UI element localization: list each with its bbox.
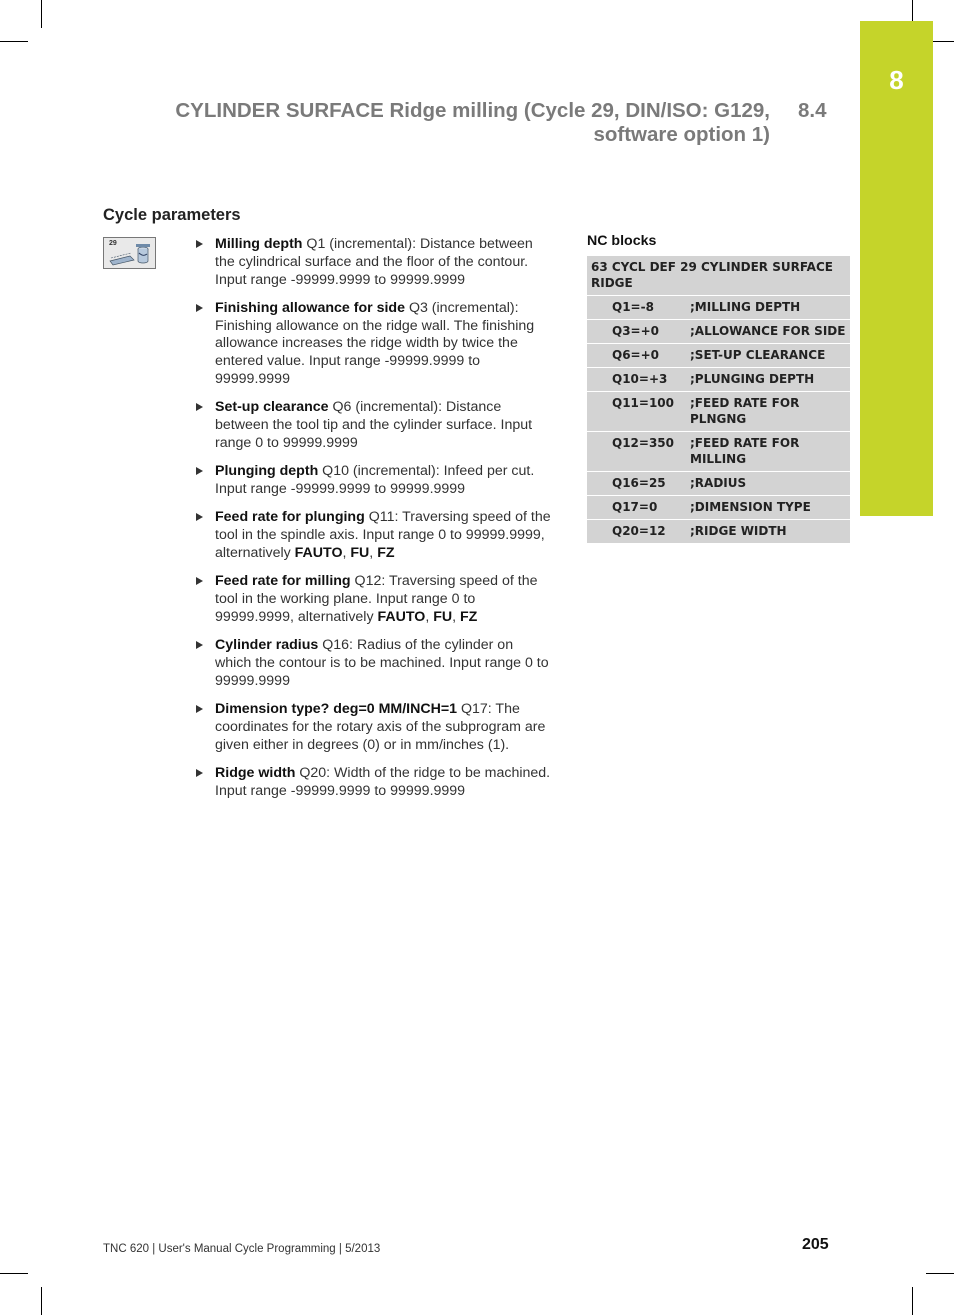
param-description: Q3 (incremental): Finishing allowance on the ridge wall. The finishing allowance increases the ridge width by twice the entered value. Input range -99999.9999 to 99999.9999 (215, 299, 535, 388)
nc-comment: ;RIDGE WIDTH (686, 520, 850, 544)
table-row (587, 344, 850, 368)
param-description: Q6 (incremental): Distance between the tool tip and the cylinder surface. Input range 0 to 99999.9999 (215, 399, 533, 451)
param-option: FU (350, 544, 370, 561)
nc-comment: ;RADIUS (686, 472, 850, 496)
nc-code: Q16=25 (587, 472, 686, 496)
nc-comment: ;SET-UP CLEARANCE (686, 344, 850, 368)
nc-code: Q6=+0 (587, 344, 686, 368)
nc-code: Q17=0 (587, 496, 686, 520)
crop-mark (0, 41, 28, 42)
param-feed-rate-plunging (196, 509, 552, 562)
section-heading: Cycle parameters (103, 206, 241, 224)
param-term: Cylinder radius (215, 637, 319, 654)
param-milling-depth (196, 236, 552, 289)
chapter-number: 8 (889, 65, 904, 95)
table-row (587, 368, 850, 392)
bullet-arrow-icon (196, 513, 203, 521)
table-row (587, 392, 850, 432)
header-title-line-2: software option 1) (593, 123, 770, 146)
nc-comment: ;MILLING DEPTH (686, 296, 850, 320)
table-row (587, 520, 850, 544)
crop-mark (0, 1273, 28, 1274)
param-finishing-allowance (196, 300, 552, 389)
param-separator: , (342, 544, 351, 561)
nc-header-row (587, 256, 850, 296)
param-plunging-depth (196, 463, 552, 499)
nc-code: Q11=100 (587, 392, 686, 432)
nc-comment: ;FEED RATE FOR MILLING (686, 432, 850, 472)
crop-mark (41, 1287, 42, 1315)
param-ridge-width (196, 765, 552, 801)
param-term: Dimension type? deg=0 MM/INCH=1 (215, 701, 458, 718)
param-description: Q10 (incremental): Infeed per cut. Input range -99999.9999 to 99999.9999 (215, 463, 535, 498)
table-row (587, 496, 850, 520)
param-option: FAUTO (294, 544, 343, 561)
param-description: Q16: Radius of the cylinder on which the contour is to be machined. Input range 0 to 99999.9999 (215, 637, 549, 689)
cycle-29-icon (103, 237, 156, 269)
table-row (587, 296, 850, 320)
param-term: Milling depth (215, 236, 303, 252)
nc-comment: ;ALLOWANCE FOR SIDE (686, 320, 850, 344)
nc-comment: ;DIMENSION TYPE (686, 496, 850, 520)
nc-blocks-table (587, 256, 850, 544)
parameter-list (196, 236, 552, 811)
param-term: Finishing allowance for side (215, 299, 405, 316)
param-option: FZ (377, 544, 395, 561)
param-term: Feed rate for plunging (215, 509, 365, 526)
param-term: Ridge width (215, 764, 296, 781)
bullet-arrow-icon (196, 769, 203, 777)
table-row (587, 472, 850, 496)
crop-mark (912, 1287, 913, 1315)
crop-mark (41, 0, 42, 28)
bullet-arrow-icon (196, 641, 203, 649)
param-description: Q17: The coordinates for the rotary axis of the subprogram are given either in degrees (0) or in mm/inches (1). (215, 701, 546, 753)
nc-comment: ;PLUNGING DEPTH (686, 368, 850, 392)
param-cylinder-radius (196, 637, 552, 690)
page-header-title (150, 99, 770, 147)
param-term: Feed rate for milling (215, 573, 351, 590)
bullet-arrow-icon (196, 304, 203, 312)
bullet-arrow-icon (196, 467, 203, 475)
nc-code: Q10=+3 (587, 368, 686, 392)
cycle-graphic-icon (103, 237, 156, 269)
param-setup-clearance (196, 399, 552, 452)
page-number: 205 (802, 1236, 829, 1253)
param-option: FAUTO (377, 608, 426, 625)
bullet-arrow-icon (196, 240, 203, 248)
bullet-arrow-icon (196, 577, 203, 585)
param-description: Q20: Width of the ridge to be machined. Input range -99999.9999 to 99999.9999 (215, 764, 551, 799)
param-option: FZ (460, 608, 478, 625)
table-row (587, 320, 850, 344)
param-description: Q1 (incremental): Distance between the cylindrical surface and the floor of the contour. Input range -99999.9999 to 99999.9999 (215, 236, 533, 288)
param-separator: , (369, 544, 378, 561)
footer-text: TNC 620 | User's Manual Cycle Programming | 5/2013 (103, 1243, 381, 1255)
nc-code: Q20=12 (587, 520, 686, 544)
header-title-line-1: CYLINDER SURFACE Ridge milling (Cycle 29, DIN/ISO: G129, (175, 99, 770, 122)
bullet-arrow-icon (196, 403, 203, 411)
nc-blocks-label: NC blocks (587, 233, 657, 249)
nc-code: Q1=-8 (587, 296, 686, 320)
header-section-number: 8.4 (798, 99, 827, 122)
bullet-arrow-icon (196, 705, 203, 713)
param-separator: , (425, 608, 434, 625)
param-option: FU (433, 608, 453, 625)
param-dimension-type (196, 701, 552, 754)
chapter-tab (860, 21, 933, 516)
nc-comment: ;FEED RATE FOR PLNGNG (686, 392, 850, 432)
param-feed-rate-milling (196, 573, 552, 626)
crop-mark (926, 1273, 954, 1274)
param-description: Q12: Traversing speed of the tool in the working plane. Input range 0 to 99999.9999, alternatively (215, 573, 538, 625)
param-separator: , (452, 608, 461, 625)
nc-header-cell: 63 CYCL DEF 29 CYLINDER SURFACE RIDGE (587, 256, 850, 296)
nc-code: Q12=350 (587, 432, 686, 472)
param-term: Plunging depth (215, 463, 319, 480)
nc-code: Q3=+0 (587, 320, 686, 344)
param-description: Q11: Traversing speed of the tool in the spindle axis. Input range 0 to 99999.9999, alternatively (215, 509, 551, 561)
param-term: Set-up clearance (215, 399, 329, 416)
cycle-icon-label: 29 (109, 240, 117, 247)
table-row (587, 432, 850, 472)
